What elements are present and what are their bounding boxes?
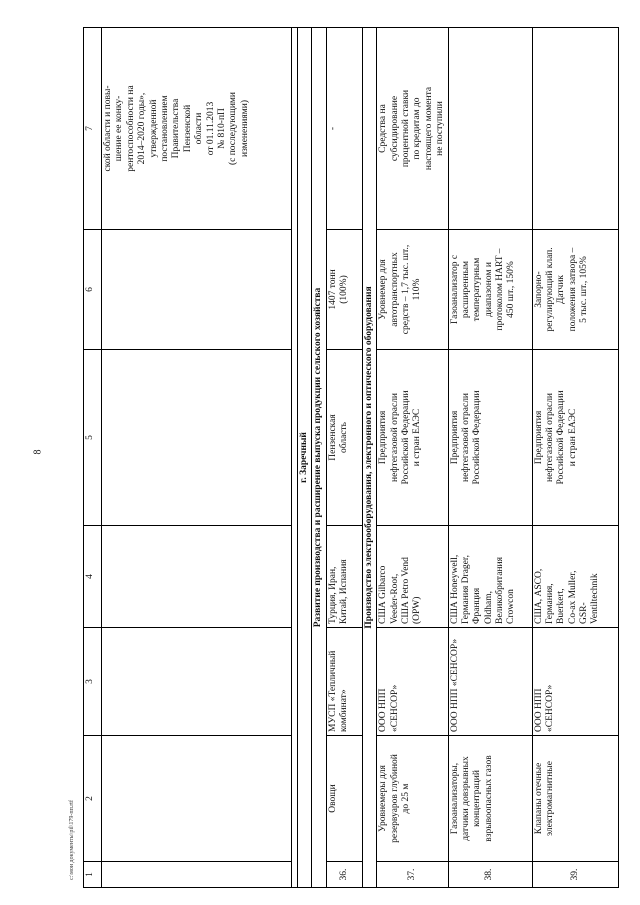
empty-cell: [102, 350, 292, 526]
company-cell: МУСП «Тепличный комбинат»: [326, 628, 362, 736]
empty-cell: [102, 526, 292, 628]
table-row: [377, 28, 448, 888]
table-row: [326, 28, 362, 888]
company-cell: ООО НПП «СЕНСОР»: [448, 628, 532, 736]
source-cell: Средства на субсидирование процентной ставки по кредитам до настоящего момента не поступили: [377, 28, 448, 230]
volume-cell: Запорно- регулирующий клап. Датчик положения затвора – 5 тыс. шт., 105%: [532, 230, 618, 350]
company-cell: ООО НПП «СЕНСОР»: [377, 628, 448, 736]
header-cell: 7: [84, 28, 102, 230]
product-cell: Овощи: [326, 736, 362, 862]
table-row: [532, 28, 618, 888]
countries-cell: США Honeywell, Германия Drager, Франция Oldham, Великобритания Crowcon: [448, 526, 532, 628]
product-cell: Клапаны отечные электромагнитные: [532, 736, 618, 862]
consumers-cell: Предприятия нефтегазовой отрасли Российской Федерации и стран ЕАЭС: [532, 350, 618, 526]
section-row: [312, 28, 326, 888]
empty-cell: [102, 230, 292, 350]
consumers-cell: Предприятия нефтегазовой отрасли Российской Федерации и стран ЕАЭС: [377, 350, 448, 526]
section-heading: Производство электрооборудования, электронного и оптического оборудования: [362, 28, 376, 888]
consumers-cell: Пензенская область: [326, 350, 362, 526]
volume-cell: 1407 тонн (100%): [326, 230, 362, 350]
row-number: 39.: [532, 862, 618, 888]
countries-cell: США, ASCO, Германия, Buerkert, Co-ax Muller, GSR- Ventiltechnik: [532, 526, 618, 628]
company-cell: ООО НПП «СЕНСОР»: [532, 628, 618, 736]
section-heading: Развитие производства и расширение выпуска продукции сельского хозяйства: [312, 28, 326, 888]
continuation-text: ской области и повы- шение ее конку- рентоспособности на 2014–2020 годы», утвержденной постановлением Правительства Пензенской области от 01.11.2013 № 810-пП (с последующими изменениями): [102, 28, 292, 230]
section-row: [362, 28, 376, 888]
countries-cell: Турция, Иран, Китай, Испания: [326, 526, 362, 628]
file-path-footer: c:\мои документы\pil\179-пп.rtf: [69, 800, 75, 880]
table-row: [448, 28, 532, 888]
empty-cell: [102, 862, 292, 888]
header-cell: 4: [84, 526, 102, 628]
header-cell: 3: [84, 628, 102, 736]
continuation-row: [102, 28, 292, 888]
row-number: 36.: [326, 862, 362, 888]
empty-cell: [102, 628, 292, 736]
product-cell: Газоанализаторы, датчики довзрывных концентраций взрывоопасных газов: [448, 736, 532, 862]
row-number: 37.: [377, 862, 448, 888]
empty-cell: [102, 736, 292, 862]
volume-cell: Газоанализатор с расширенным температурным диапазоном и протоколом HART – 450 шт., 150%: [448, 230, 532, 350]
data-table: [83, 27, 619, 888]
volume-cell: Уровнемер для автотранспортных средств – 1,7 тыс. шт., 110%: [377, 230, 448, 350]
city-heading: г. Заречный: [298, 28, 312, 888]
header-cell: 5: [84, 350, 102, 526]
row-number: 38.: [448, 862, 532, 888]
source-cell: [448, 28, 532, 230]
rotated-table-page: [83, 28, 619, 888]
page-number: 8: [32, 449, 44, 455]
product-cell: Уровнемеры для резервуаров глубиной до 25 м: [377, 736, 448, 862]
header-cell: 6: [84, 230, 102, 350]
source-cell: -: [326, 28, 362, 230]
countries-cell: США Gilbarco Veeder-Root, США Petro Vend (OPW): [377, 526, 448, 628]
header-cell: 2: [84, 736, 102, 862]
city-row: [298, 28, 312, 888]
source-cell: [532, 28, 618, 230]
header-cell: 1: [84, 862, 102, 888]
consumers-cell: Предприятия нефтегазовой отрасли Российской Федерации: [448, 350, 532, 526]
header-row: [84, 28, 102, 888]
